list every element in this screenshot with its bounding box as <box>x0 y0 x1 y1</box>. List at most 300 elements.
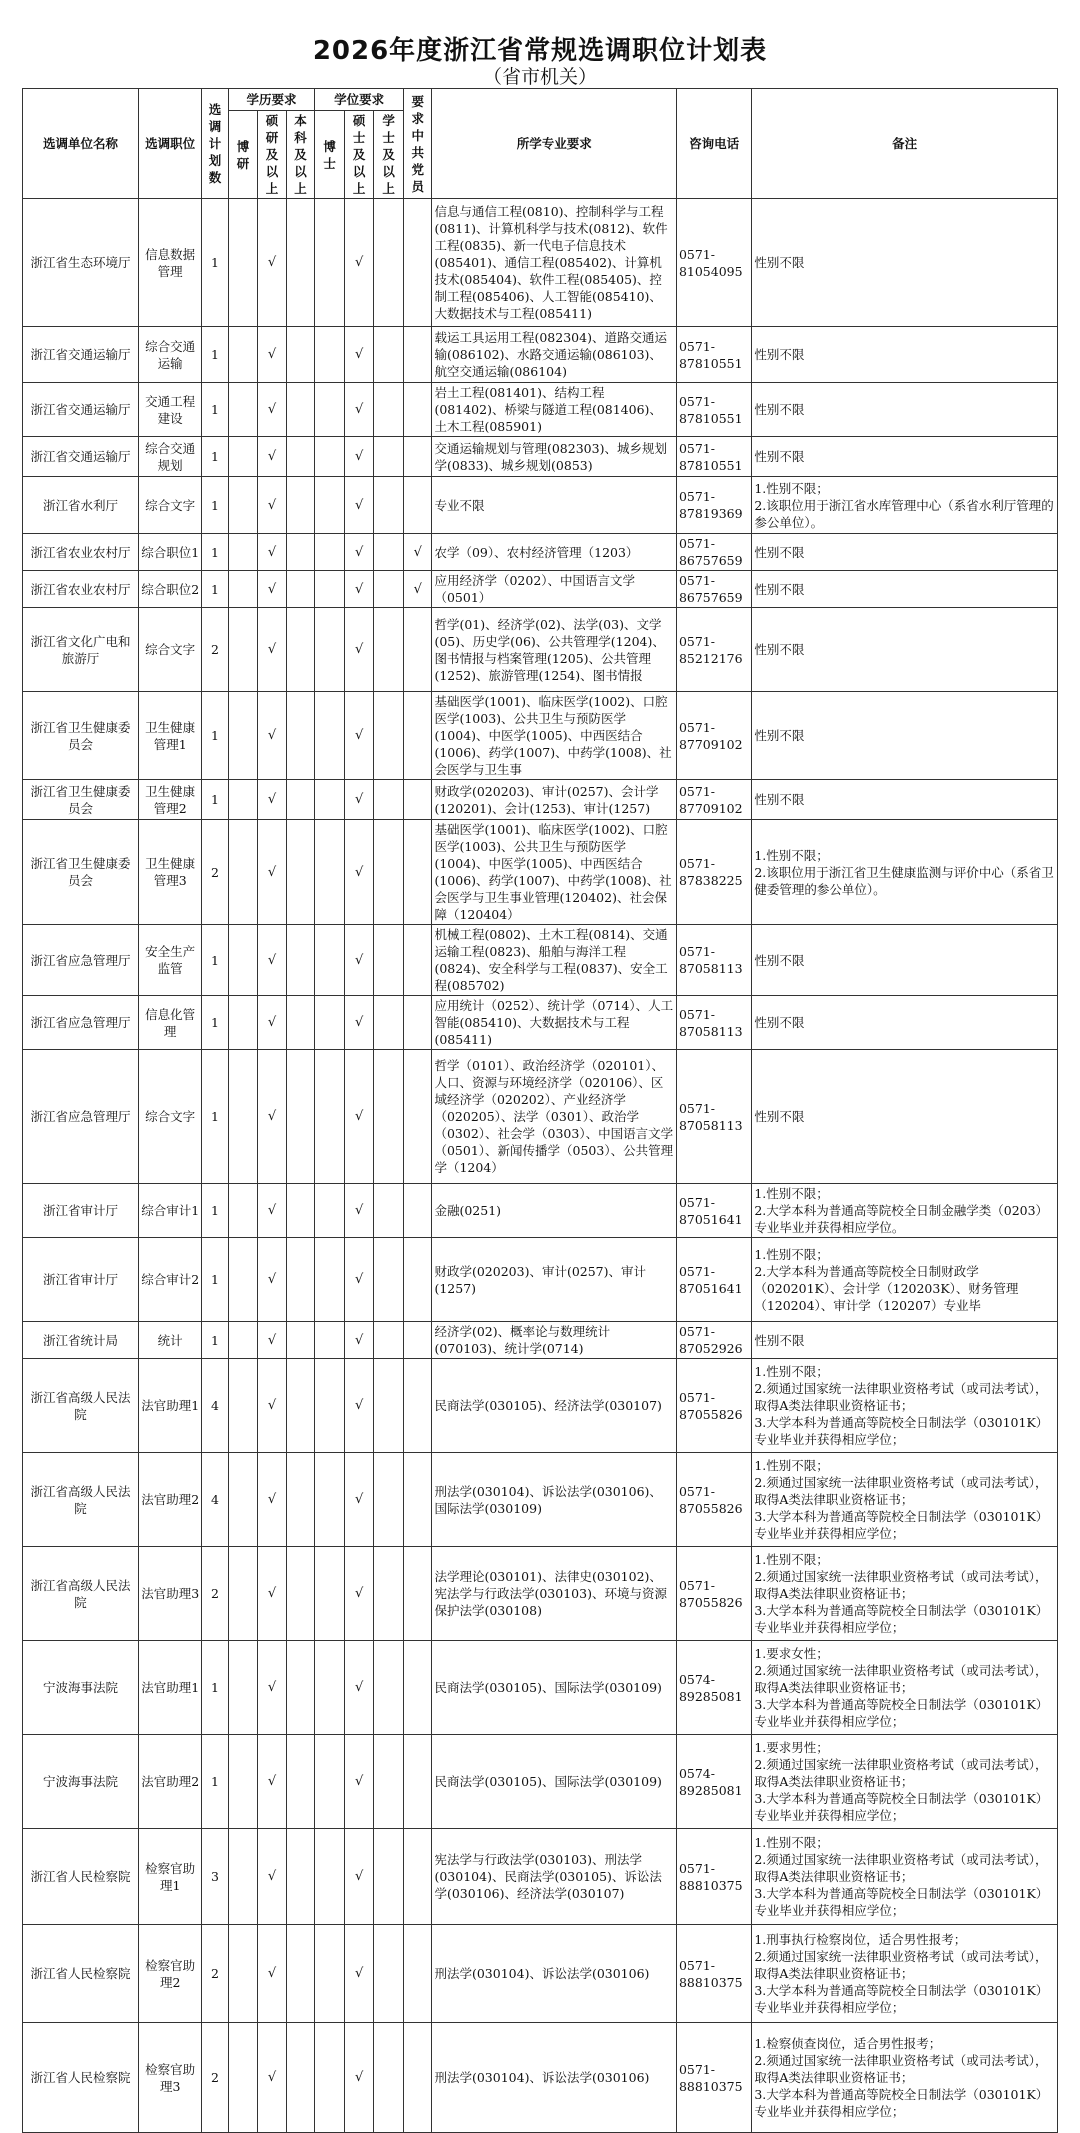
unit-cell: 浙江省应急管理厅 <box>23 996 139 1050</box>
deg-master-cell: √ <box>344 2023 374 2133</box>
party-cell <box>403 1735 432 1829</box>
major-cell: 哲学（0101）、政治经济学（020101）、人口、资源与环境经济学（020106）、区域经济学（020202）、产业经济学（020205）、法学（0301）、政治学（0302）、社会学（0303）、中国语言文学（0501）、新闻传播学（0503）、公共管理学（1204） <box>432 1050 676 1184</box>
phone-cell: 0571-87058113 <box>676 996 751 1050</box>
count-cell: 1 <box>202 1184 228 1238</box>
edu-master-cell: √ <box>258 1735 287 1829</box>
edu-phd-cell <box>228 1547 258 1641</box>
table-row <box>23 925 1058 996</box>
header-edu-bachelor: 本科及以上 <box>286 111 315 199</box>
party-cell: √ <box>403 571 432 608</box>
edu-master-cell: √ <box>258 383 287 437</box>
count-cell: 2 <box>202 2023 228 2133</box>
edu-phd-cell <box>228 2023 258 2133</box>
notes-cell: 1.性别不限； 2.须通过国家统一法律职业资格考试（或司法考试），取得A类法律职业资格证书； 3.大学本科为普通高等院校全日制法学（030101K）专业毕业并获得相应学位； <box>752 1453 1058 1547</box>
party-cell <box>403 780 432 820</box>
notes-cell: 性别不限 <box>752 383 1058 437</box>
phone-cell: 0574-89285081 <box>676 1735 751 1829</box>
unit-cell: 浙江省文化广电和旅游厅 <box>23 608 139 692</box>
deg-bachelor-cell <box>374 437 404 477</box>
phone-cell: 0571-88810375 <box>676 1925 751 2023</box>
edu-master-cell: √ <box>258 477 287 534</box>
deg-phd-cell <box>315 1453 345 1547</box>
major-cell: 刑法学(030104)、诉讼法学(030106) <box>432 1925 676 2023</box>
edu-master-cell: √ <box>258 534 287 571</box>
header-edu-group: 学历要求 <box>228 89 315 111</box>
table-row <box>23 1829 1058 1925</box>
edu-bachelor-cell <box>286 1322 315 1359</box>
deg-master-cell: √ <box>344 820 374 925</box>
position-cell: 法官助理3 <box>139 1547 202 1641</box>
phone-cell: 0571-87819369 <box>676 477 751 534</box>
edu-master-cell: √ <box>258 1453 287 1547</box>
party-cell <box>403 1925 432 2023</box>
party-cell <box>403 1238 432 1322</box>
phone-cell: 0571-87055826 <box>676 1359 751 1453</box>
party-cell <box>403 1322 432 1359</box>
deg-phd-cell <box>315 1359 345 1453</box>
count-cell: 2 <box>202 820 228 925</box>
header-deg-master: 硕士及以上 <box>344 111 374 199</box>
edu-master-cell: √ <box>258 1050 287 1184</box>
deg-master-cell: √ <box>344 437 374 477</box>
deg-master-cell: √ <box>344 608 374 692</box>
deg-bachelor-cell <box>374 327 404 383</box>
notes-cell: 性别不限 <box>752 692 1058 780</box>
position-cell: 法官助理1 <box>139 1641 202 1735</box>
party-cell <box>403 1184 432 1238</box>
edu-phd-cell <box>228 996 258 1050</box>
deg-master-cell: √ <box>344 925 374 996</box>
phone-cell: 0571-87055826 <box>676 1453 751 1547</box>
major-cell: 刑法学(030104)、诉讼法学(030106)、国际法学(030109) <box>432 1453 676 1547</box>
notes-cell: 1.性别不限； 2.须通过国家统一法律职业资格考试（或司法考试），取得A类法律职业资格证书； 3.大学本科为普通高等院校全日制法学（030101K）专业毕业并获得相应学位； <box>752 1359 1058 1453</box>
edu-master-cell: √ <box>258 608 287 692</box>
major-cell: 财政学(020203)、审计(0257)、审计(1257) <box>432 1238 676 1322</box>
count-cell: 1 <box>202 925 228 996</box>
phone-cell: 0571-86757659 <box>676 534 751 571</box>
position-cell: 法官助理2 <box>139 1453 202 1547</box>
edu-bachelor-cell <box>286 383 315 437</box>
position-cell: 信息数据管理 <box>139 199 202 327</box>
table-row <box>23 996 1058 1050</box>
party-cell <box>403 608 432 692</box>
edu-bachelor-cell <box>286 1735 315 1829</box>
count-cell: 2 <box>202 1925 228 2023</box>
party-cell <box>403 925 432 996</box>
edu-master-cell: √ <box>258 1322 287 1359</box>
deg-phd-cell <box>315 1238 345 1322</box>
position-cell: 综合文字 <box>139 477 202 534</box>
header-count: 选调计划数 <box>202 89 228 199</box>
unit-cell: 浙江省审计厅 <box>23 1238 139 1322</box>
count-cell: 1 <box>202 996 228 1050</box>
edu-master-cell: √ <box>258 1925 287 2023</box>
deg-bachelor-cell <box>374 1184 404 1238</box>
deg-phd-cell <box>315 1735 345 1829</box>
phone-cell: 0571-87058113 <box>676 1050 751 1184</box>
table-row <box>23 608 1058 692</box>
edu-phd-cell <box>228 780 258 820</box>
edu-bachelor-cell <box>286 1453 315 1547</box>
deg-phd-cell <box>315 571 345 608</box>
notes-cell: 1.性别不限； 2.该职位用于浙江省卫生健康监测与评价中心（系省卫健委管理的参公单位）。 <box>752 820 1058 925</box>
major-cell: 信息与通信工程(0810)、控制科学与工程(0811)、计算机科学与技术(0812)、软件工程(0835)、新一代电子信息技术(085401)、通信工程(085402)、计算机技术(085404)、软件工程(085405)、控制工程(085406)、人工智能(085410)、大数据技术与工程(085411) <box>432 199 676 327</box>
deg-master-cell: √ <box>344 1050 374 1184</box>
edu-phd-cell <box>228 1050 258 1184</box>
major-cell: 宪法学与行政法学(030103)、刑法学(030104)、民商法学(030105)、诉讼法学(030106)、经济法学(030107) <box>432 1829 676 1925</box>
table-row <box>23 477 1058 534</box>
unit-cell: 宁波海事法院 <box>23 1735 139 1829</box>
position-cell: 检察官助理2 <box>139 1925 202 2023</box>
unit-cell: 浙江省高级人民法院 <box>23 1453 139 1547</box>
notes-cell: 1.性别不限； 2.该职位用于浙江省水库管理中心（系省水利厅管理的参公单位）。 <box>752 477 1058 534</box>
position-cell: 卫生健康管理1 <box>139 692 202 780</box>
count-cell: 1 <box>202 1735 228 1829</box>
notes-cell: 性别不限 <box>752 608 1058 692</box>
major-cell: 专业不限 <box>432 477 676 534</box>
deg-master-cell: √ <box>344 692 374 780</box>
deg-master-cell: √ <box>344 571 374 608</box>
party-cell <box>403 1359 432 1453</box>
major-cell: 经济学(02)、概率论与数理统计(070103)、统计学(0714) <box>432 1322 676 1359</box>
party-cell <box>403 199 432 327</box>
deg-master-cell: √ <box>344 1238 374 1322</box>
edu-master-cell: √ <box>258 925 287 996</box>
position-cell: 综合审计2 <box>139 1238 202 1322</box>
unit-cell: 浙江省审计厅 <box>23 1184 139 1238</box>
major-cell: 财政学(020203)、审计(0257)、会计学(120201)、会计(1253)、审计(1257) <box>432 780 676 820</box>
major-cell: 交通运输规划与管理(082303)、城乡规划学(0833)、城乡规划(0853) <box>432 437 676 477</box>
header-party: 要求中共党员 <box>403 89 432 199</box>
phone-cell: 0574-89285081 <box>676 1641 751 1735</box>
count-cell: 1 <box>202 1238 228 1322</box>
edu-bachelor-cell <box>286 1641 315 1735</box>
phone-cell: 0571-87810551 <box>676 327 751 383</box>
position-cell: 统计 <box>139 1322 202 1359</box>
deg-bachelor-cell <box>374 1359 404 1453</box>
edu-master-cell: √ <box>258 1641 287 1735</box>
edu-master-cell: √ <box>258 780 287 820</box>
major-cell: 刑法学(030104)、诉讼法学(030106) <box>432 2023 676 2133</box>
unit-cell: 浙江省应急管理厅 <box>23 1050 139 1184</box>
edu-bachelor-cell <box>286 1359 315 1453</box>
position-cell: 综合职位1 <box>139 534 202 571</box>
edu-master-cell: √ <box>258 1184 287 1238</box>
table-row <box>23 1184 1058 1238</box>
deg-master-cell: √ <box>344 1359 374 1453</box>
deg-bachelor-cell <box>374 477 404 534</box>
deg-phd-cell <box>315 820 345 925</box>
unit-cell: 浙江省高级人民法院 <box>23 1547 139 1641</box>
edu-phd-cell <box>228 571 258 608</box>
table-body <box>23 199 1058 2133</box>
unit-cell: 浙江省人民检察院 <box>23 1829 139 1925</box>
edu-bachelor-cell <box>286 534 315 571</box>
deg-master-cell: √ <box>344 780 374 820</box>
count-cell: 3 <box>202 1829 228 1925</box>
deg-bachelor-cell <box>374 1238 404 1322</box>
deg-bachelor-cell <box>374 1829 404 1925</box>
phone-cell: 0571-87052926 <box>676 1322 751 1359</box>
position-cell: 综合职位2 <box>139 571 202 608</box>
position-cell: 交通工程建设 <box>139 383 202 437</box>
count-cell: 1 <box>202 199 228 327</box>
notes-cell: 1.性别不限； 2.须通过国家统一法律职业资格考试（或司法考试），取得A类法律职业资格证书； 3.大学本科为普通高等院校全日制法学（030101K）专业毕业并获得相应学位； <box>752 1829 1058 1925</box>
count-cell: 1 <box>202 571 228 608</box>
unit-cell: 浙江省交通运输厅 <box>23 437 139 477</box>
table-row <box>23 199 1058 327</box>
header-deg-bachelor: 学士及以上 <box>374 111 404 199</box>
count-cell: 1 <box>202 437 228 477</box>
deg-master-cell: √ <box>344 1829 374 1925</box>
table-row <box>23 780 1058 820</box>
unit-cell: 浙江省卫生健康委员会 <box>23 780 139 820</box>
major-cell: 基础医学(1001)、临床医学(1002)、口腔医学(1003)、公共卫生与预防医学(1004)、中医学(1005)、中西医结合(1006)、药学(1007)、中药学(1008)、社会医学与卫生事业管理(120402)、社会保障（120404） <box>432 820 676 925</box>
phone-cell: 0571-87709102 <box>676 692 751 780</box>
edu-master-cell: √ <box>258 996 287 1050</box>
party-cell <box>403 1453 432 1547</box>
table-row <box>23 1641 1058 1735</box>
deg-bachelor-cell <box>374 820 404 925</box>
deg-phd-cell <box>315 1829 345 1925</box>
phone-cell: 0571-87709102 <box>676 780 751 820</box>
position-cell: 法官助理1 <box>139 1359 202 1453</box>
major-cell: 金融(0251) <box>432 1184 676 1238</box>
major-cell: 应用统计（0252）、统计学（0714）、人工智能(085410)、大数据技术与工程(085411) <box>432 996 676 1050</box>
edu-bachelor-cell <box>286 1547 315 1641</box>
edu-master-cell: √ <box>258 2023 287 2133</box>
unit-cell: 浙江省农业农村厅 <box>23 534 139 571</box>
count-cell: 1 <box>202 1050 228 1184</box>
party-cell <box>403 327 432 383</box>
deg-bachelor-cell <box>374 1453 404 1547</box>
notes-cell: 性别不限 <box>752 199 1058 327</box>
edu-phd-cell <box>228 692 258 780</box>
notes-cell: 性别不限 <box>752 571 1058 608</box>
position-cell: 综合交通运输 <box>139 327 202 383</box>
notes-cell: 性别不限 <box>752 925 1058 996</box>
phone-cell: 0571-81054095 <box>676 199 751 327</box>
major-cell: 基础医学(1001)、临床医学(1002)、口腔医学(1003)、公共卫生与预防医学(1004)、中医学(1005)、中西医结合(1006)、药学(1007)、中药学(1008)、社会医学与卫生事 <box>432 692 676 780</box>
position-cell: 检察官助理1 <box>139 1829 202 1925</box>
unit-cell: 浙江省人民检察院 <box>23 2023 139 2133</box>
deg-bachelor-cell <box>374 571 404 608</box>
deg-bachelor-cell <box>374 780 404 820</box>
unit-cell: 浙江省生态环境厅 <box>23 199 139 327</box>
deg-phd-cell <box>315 925 345 996</box>
major-cell: 载运工具运用工程(082304)、道路交通运输(086102)、水路交通运输(086103)、航空交通运输(086104) <box>432 327 676 383</box>
deg-bachelor-cell <box>374 1641 404 1735</box>
edu-phd-cell <box>228 477 258 534</box>
unit-cell: 浙江省卫生健康委员会 <box>23 692 139 780</box>
table-row <box>23 1359 1058 1453</box>
count-cell: 4 <box>202 1453 228 1547</box>
edu-bachelor-cell <box>286 692 315 780</box>
deg-master-cell: √ <box>344 1547 374 1641</box>
table-row <box>23 820 1058 925</box>
header-unit: 选调单位名称 <box>23 89 139 199</box>
deg-master-cell: √ <box>344 1453 374 1547</box>
edu-phd-cell <box>228 383 258 437</box>
party-cell <box>403 1547 432 1641</box>
edu-master-cell: √ <box>258 199 287 327</box>
notes-cell: 1.性别不限； 2.须通过国家统一法律职业资格考试（或司法考试），取得A类法律职业资格证书； 3.大学本科为普通高等院校全日制法学（030101K）专业毕业并获得相应学位； <box>752 1547 1058 1641</box>
count-cell: 1 <box>202 1641 228 1735</box>
table-row <box>23 1735 1058 1829</box>
party-cell <box>403 1641 432 1735</box>
position-cell: 信息化管理 <box>139 996 202 1050</box>
header-edu-master: 硕研及以上 <box>258 111 287 199</box>
edu-phd-cell <box>228 1322 258 1359</box>
position-cell: 卫生健康管理3 <box>139 820 202 925</box>
position-plan-table <box>22 88 1058 2133</box>
count-cell: 1 <box>202 534 228 571</box>
notes-cell: 性别不限 <box>752 1050 1058 1184</box>
count-cell: 1 <box>202 327 228 383</box>
notes-cell: 1.要求男性； 2.须通过国家统一法律职业资格考试（或司法考试），取得A类法律职业资格证书； 3.大学本科为普通高等院校全日制法学（030101K）专业毕业并获得相应学位； <box>752 1735 1058 1829</box>
unit-cell: 浙江省卫生健康委员会 <box>23 820 139 925</box>
phone-cell: 0571-87810551 <box>676 383 751 437</box>
deg-phd-cell <box>315 327 345 383</box>
notes-cell: 性别不限 <box>752 437 1058 477</box>
table-row <box>23 327 1058 383</box>
table-row <box>23 571 1058 608</box>
phone-cell: 0571-87051641 <box>676 1184 751 1238</box>
deg-phd-cell <box>315 1925 345 2023</box>
table-row <box>23 437 1058 477</box>
edu-master-cell: √ <box>258 571 287 608</box>
edu-master-cell: √ <box>258 1547 287 1641</box>
party-cell <box>403 1829 432 1925</box>
edu-phd-cell <box>228 1184 258 1238</box>
deg-bachelor-cell <box>374 1547 404 1641</box>
deg-phd-cell <box>315 534 345 571</box>
deg-master-cell: √ <box>344 1641 374 1735</box>
deg-bachelor-cell <box>374 692 404 780</box>
edu-bachelor-cell <box>286 608 315 692</box>
edu-phd-cell <box>228 327 258 383</box>
major-cell: 法学理论(030101)、法律史(030102)、宪法学与行政法学(030103)、环境与资源保护法学(030108) <box>432 1547 676 1641</box>
position-cell: 综合文字 <box>139 1050 202 1184</box>
deg-phd-cell <box>315 1547 345 1641</box>
unit-cell: 浙江省交通运输厅 <box>23 327 139 383</box>
edu-phd-cell <box>228 1359 258 1453</box>
header-position: 选调职位 <box>139 89 202 199</box>
position-cell: 法官助理2 <box>139 1735 202 1829</box>
phone-cell: 0571-87055826 <box>676 1547 751 1641</box>
party-cell <box>403 692 432 780</box>
edu-phd-cell <box>228 608 258 692</box>
edu-master-cell: √ <box>258 1829 287 1925</box>
party-cell <box>403 2023 432 2133</box>
table-row <box>23 1453 1058 1547</box>
phone-cell: 0571-88810375 <box>676 1829 751 1925</box>
edu-bachelor-cell <box>286 1925 315 2023</box>
party-cell <box>403 437 432 477</box>
phone-cell: 0571-87058113 <box>676 925 751 996</box>
edu-bachelor-cell <box>286 1184 315 1238</box>
table-row <box>23 1925 1058 2023</box>
notes-cell: 性别不限 <box>752 780 1058 820</box>
major-cell: 农学（09）、农村经济管理（1203） <box>432 534 676 571</box>
edu-bachelor-cell <box>286 1238 315 1322</box>
edu-phd-cell <box>228 1453 258 1547</box>
table-row <box>23 534 1058 571</box>
position-cell: 综合文字 <box>139 608 202 692</box>
edu-master-cell: √ <box>258 327 287 383</box>
notes-cell: 性别不限 <box>752 327 1058 383</box>
deg-master-cell: √ <box>344 1322 374 1359</box>
edu-phd-cell <box>228 1829 258 1925</box>
notes-cell: 性别不限 <box>752 996 1058 1050</box>
edu-master-cell: √ <box>258 820 287 925</box>
major-cell: 机械工程(0802)、土木工程(0814)、交通运输工程(0823)、船舶与海洋工程(0824)、安全科学与工程(0837)、安全工程(085702) <box>432 925 676 996</box>
deg-bachelor-cell <box>374 199 404 327</box>
edu-bachelor-cell <box>286 327 315 383</box>
edu-master-cell: √ <box>258 437 287 477</box>
unit-cell: 浙江省统计局 <box>23 1322 139 1359</box>
party-cell <box>403 820 432 925</box>
notes-cell: 1.刑事执行检察岗位，适合男性报考； 2.须通过国家统一法律职业资格考试（或司法考试），取得A类法律职业资格证书； 3.大学本科为普通高等院校全日制法学（030101K）专业毕业并获得相应学位； <box>752 1925 1058 2023</box>
edu-bachelor-cell <box>286 780 315 820</box>
deg-phd-cell <box>315 437 345 477</box>
edu-master-cell: √ <box>258 1238 287 1322</box>
edu-master-cell: √ <box>258 692 287 780</box>
edu-phd-cell <box>228 199 258 327</box>
unit-cell: 浙江省应急管理厅 <box>23 925 139 996</box>
edu-bachelor-cell <box>286 571 315 608</box>
deg-phd-cell <box>315 1641 345 1735</box>
phone-cell: 0571-85212176 <box>676 608 751 692</box>
deg-master-cell: √ <box>344 383 374 437</box>
count-cell: 2 <box>202 608 228 692</box>
count-cell: 1 <box>202 692 228 780</box>
position-cell: 综合交通规划 <box>139 437 202 477</box>
edu-phd-cell <box>228 1641 258 1735</box>
edu-phd-cell <box>228 925 258 996</box>
position-cell: 安全生产监管 <box>139 925 202 996</box>
deg-master-cell: √ <box>344 1184 374 1238</box>
party-cell: √ <box>403 534 432 571</box>
table-row <box>23 2023 1058 2133</box>
count-cell: 1 <box>202 477 228 534</box>
notes-cell: 1.性别不限； 2.大学本科为普通高等院校全日制金融学类（0203）专业毕业并获得相应学位。 <box>752 1184 1058 1238</box>
deg-master-cell: √ <box>344 996 374 1050</box>
unit-cell: 浙江省水利厅 <box>23 477 139 534</box>
deg-master-cell: √ <box>344 1735 374 1829</box>
major-cell: 民商法学(030105)、国际法学(030109) <box>432 1735 676 1829</box>
deg-bachelor-cell <box>374 1050 404 1184</box>
notes-cell: 1.检察侦查岗位，适合男性报考； 2.须通过国家统一法律职业资格考试（或司法考试），取得A类法律职业资格证书； 3.大学本科为普通高等院校全日制法学（030101K）专业毕业并获得相应学位； <box>752 2023 1058 2133</box>
table-row <box>23 1322 1058 1359</box>
deg-phd-cell <box>315 996 345 1050</box>
edu-bachelor-cell <box>286 199 315 327</box>
party-cell <box>403 383 432 437</box>
notes-cell: 1.性别不限； 2.大学本科为普通高等院校全日制财政学（020201K）、会计学（120203K）、财务管理（120204）、审计学（120207）专业毕 <box>752 1238 1058 1322</box>
deg-master-cell: √ <box>344 199 374 327</box>
deg-phd-cell <box>315 780 345 820</box>
deg-bachelor-cell <box>374 1322 404 1359</box>
table-row <box>23 1050 1058 1184</box>
unit-cell: 浙江省人民检察院 <box>23 1925 139 2023</box>
header-phone: 咨询电话 <box>676 89 751 199</box>
edu-bachelor-cell <box>286 996 315 1050</box>
header-notes: 备注 <box>752 89 1058 199</box>
major-cell: 岩土工程(081401)、结构工程(081402)、桥梁与隧道工程(081406)、土木工程(085901) <box>432 383 676 437</box>
notes-cell: 性别不限 <box>752 1322 1058 1359</box>
deg-master-cell: √ <box>344 534 374 571</box>
deg-phd-cell <box>315 199 345 327</box>
